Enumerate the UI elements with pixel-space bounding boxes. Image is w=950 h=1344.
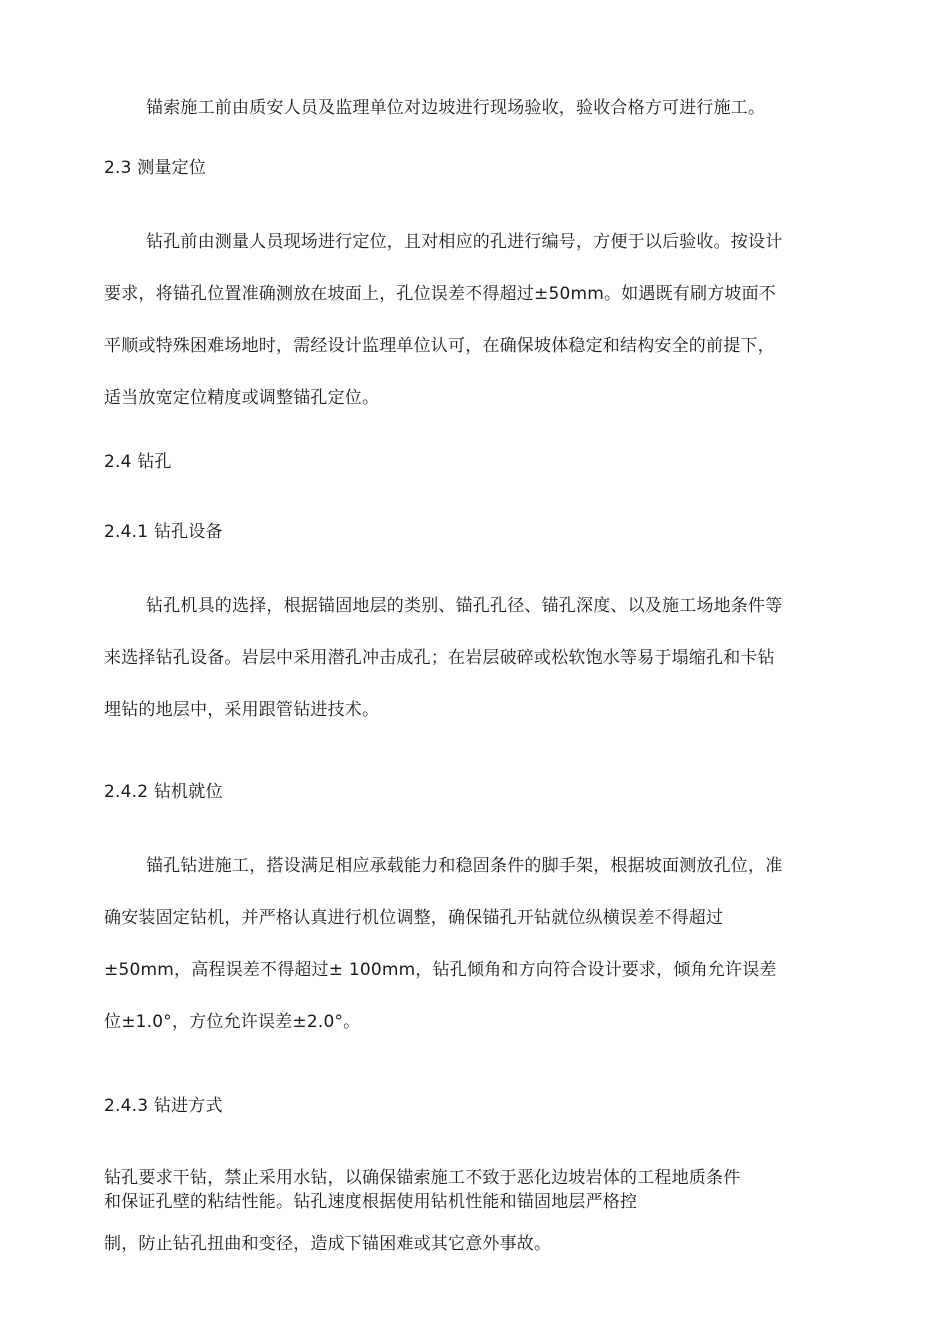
- section-heading-2-4-1: 2.4.1 钻孔设备: [104, 522, 223, 542]
- paragraph-line: 要求，将锚孔位置准确测放在坡面上，孔位误差不得超过±50mm。如遇既有刷方坡面不: [104, 284, 776, 304]
- paragraph-acceptance: [104, 82, 856, 134]
- paragraph-line: 和保证孔壁的粘结性能。钻孔速度根据使用钻机性能和锚固地层严格控: [104, 1192, 638, 1212]
- section-heading-2-4-2: 2.4.2 钻机就位: [104, 782, 223, 802]
- paragraph-drilling-method-continued: [104, 1232, 856, 1256]
- paragraph-line: 位±1.0°，方位允许误差±2.0°。: [104, 1012, 361, 1032]
- paragraph-line: 来选择钻孔设备。岩层中采用潜孔冲击成孔；在岩层破碎或松软饱水等易于塌缩孔和卡钻: [104, 648, 775, 668]
- paragraph-survey-positioning: [104, 216, 856, 424]
- paragraph-drilling-method: [104, 1166, 856, 1214]
- paragraph-line: 锚索施工前由质安人员及监理单位对边坡进行现场验收，验收合格方可进行施工。: [146, 98, 766, 118]
- section-heading-2-3: 2.3 测量定位: [104, 158, 207, 178]
- paragraph-line: 制，防止钻孔扭曲和变径，造成下锚困难或其它意外事故。: [104, 1234, 552, 1254]
- paragraph-line: 确安装固定钻机，并严格认真进行机位调整，确保锚孔开钻就位纵横误差不得超过: [104, 908, 724, 928]
- paragraph-line: 钻孔机具的选择，根据锚固地层的类别、锚孔孔径、锚孔深度、以及施工场地条件等: [146, 596, 783, 616]
- paragraph-line: 锚孔钻进施工，搭设满足相应承载能力和稳固条件的脚手架，根据坡面测放孔位，准: [146, 856, 783, 876]
- section-heading-2-4: 2.4 钻孔: [104, 452, 172, 472]
- paragraph-line: 埋钻的地层中，采用跟管钻进技术。: [104, 700, 380, 720]
- paragraph-line: 平顺或特殊困难场地时，需经设计监理单位认可，在确保坡体稳定和结构安全的前提下，: [104, 336, 775, 356]
- paragraph-drilling-equipment: [104, 580, 856, 736]
- paragraph-rig-positioning: [104, 840, 856, 1048]
- paragraph-line: 钻孔要求干钻，禁止采用水钻，以确保锚索施工不致于恶化边坡岩体的工程地质条件: [104, 1168, 741, 1188]
- paragraph-line: 适当放宽定位精度或调整锚孔定位。: [104, 388, 380, 408]
- paragraph-line: ±50mm，高程误差不得超过± 100mm，钻孔倾角和方向符合设计要求，倾角允许误差: [104, 960, 777, 980]
- section-heading-2-4-3: 2.4.3 钻进方式: [104, 1096, 223, 1116]
- paragraph-line: 钻孔前由测量人员现场进行定位，且对相应的孔进行编号，方便于以后验收。按设计: [146, 232, 783, 252]
